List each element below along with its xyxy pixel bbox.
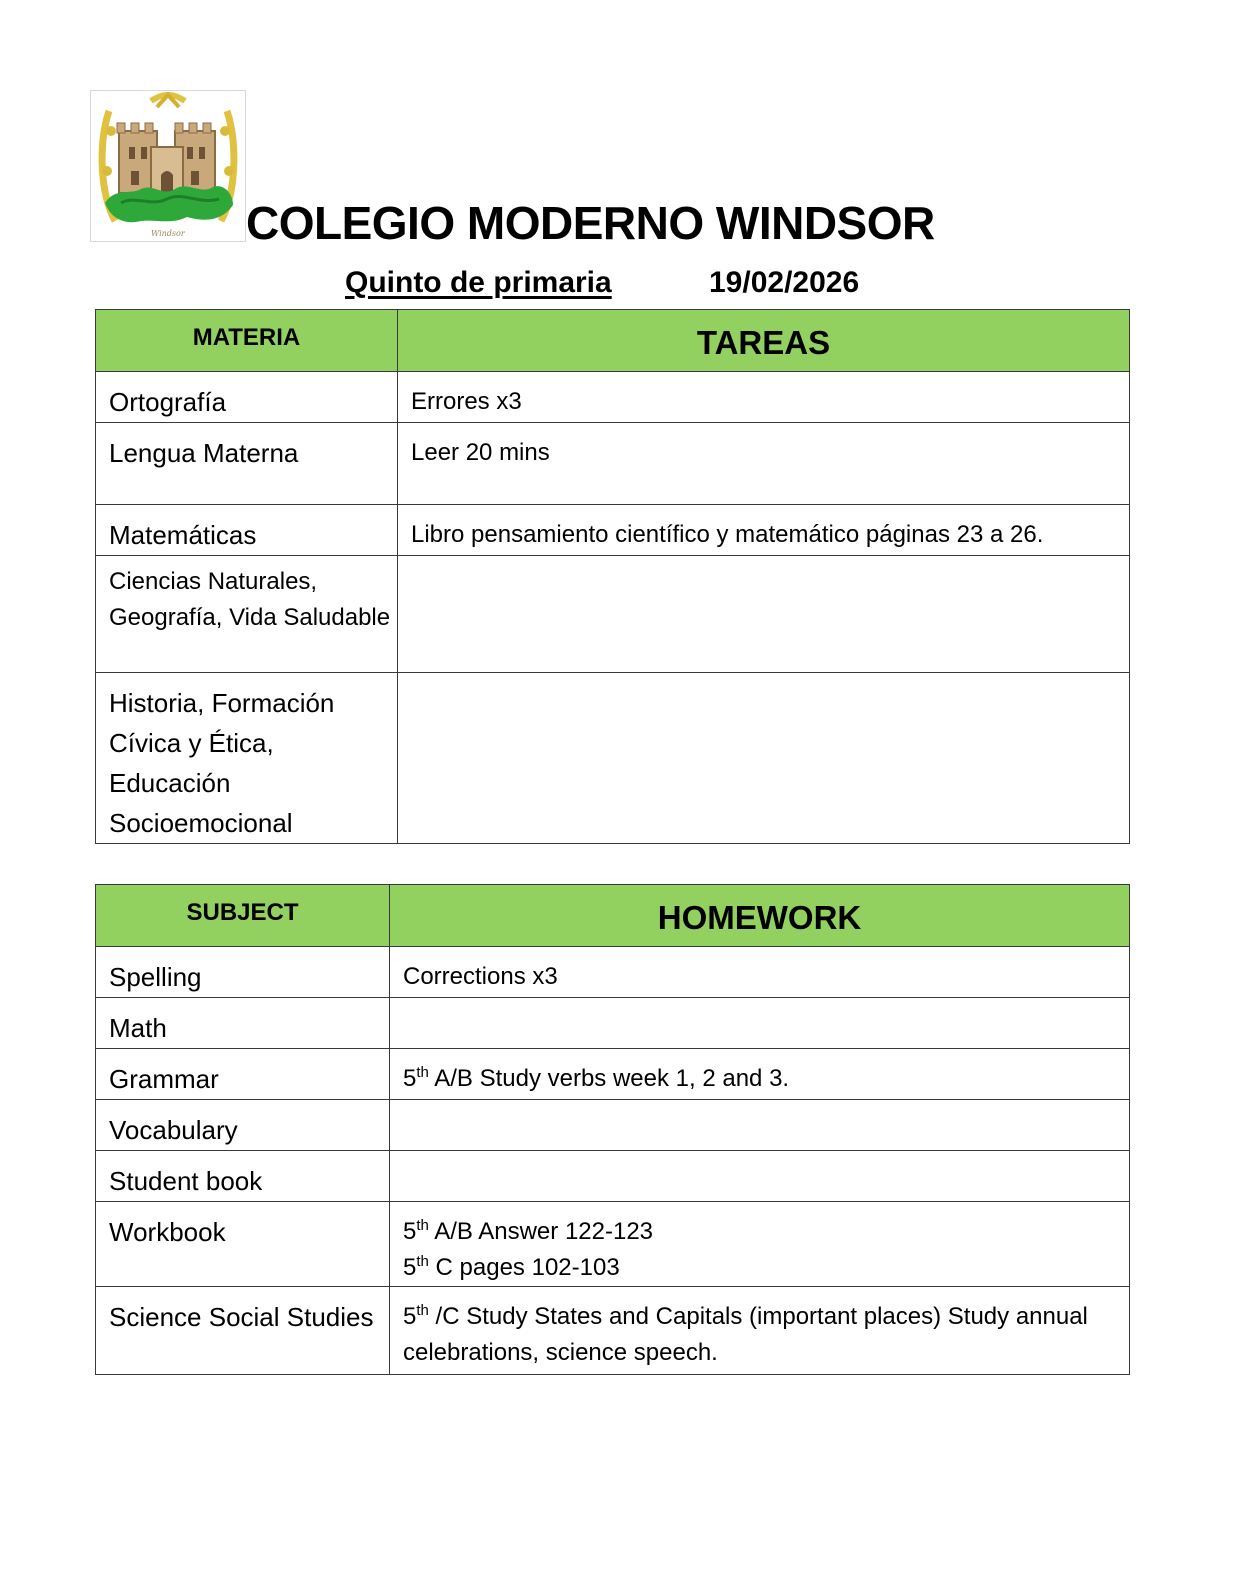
table-header-row [96, 885, 1130, 947]
task-cell [398, 673, 1130, 844]
date-label: 19/02/2026 [709, 266, 860, 299]
ordinal-suffix: th [416, 1064, 429, 1081]
task-line [403, 1250, 1129, 1286]
task-cell [398, 556, 1130, 673]
table-row [96, 372, 1130, 423]
task-cell [390, 998, 1130, 1049]
subject-cell: Workbook [96, 1202, 390, 1287]
table-row [96, 1100, 1130, 1151]
subject-cell: Grammar [96, 1049, 390, 1100]
task-cell: Errores x3 [398, 372, 1130, 423]
task-line [403, 1214, 1129, 1250]
ordinal-suffix: th [416, 1217, 429, 1234]
task-cell [390, 1202, 1130, 1287]
subject-cell: Vocabulary [96, 1100, 390, 1151]
table-row [96, 1202, 1130, 1287]
task-cell: Leer 20 mins [398, 423, 1130, 505]
tareas-table [95, 309, 1130, 844]
task-cell [390, 1151, 1130, 1202]
task-cell: Corrections x3 [390, 947, 1130, 998]
col-header-subject: SUBJECT [96, 885, 390, 947]
table-row [96, 1151, 1130, 1202]
table-row [96, 673, 1130, 844]
subject-cell: Historia, Formación Cívica y Ética, Educación Socioemocional [96, 673, 398, 844]
table-row [96, 505, 1130, 556]
task-cell: Libro pensamiento científico y matemático páginas 23 a 26. [398, 505, 1130, 556]
grade-number: 5 [403, 1303, 417, 1330]
subject-cell: Ortografía [96, 372, 398, 423]
col-header-materia: MATERIA [96, 310, 398, 372]
castle-crest-icon [91, 91, 245, 241]
subject-cell: Spelling [96, 947, 390, 998]
table-row [96, 1287, 1130, 1375]
grade-label: Quinto de primaria [345, 266, 612, 299]
col-header-tareas: TAREAS [398, 310, 1130, 372]
school-title: COLEGIO MODERNO WINDSOR [246, 197, 935, 249]
subject-cell: Matemáticas [96, 505, 398, 556]
ordinal-suffix: th [416, 1302, 429, 1319]
table-row [96, 1049, 1130, 1100]
subject-cell: Science Social Studies [96, 1287, 390, 1375]
grade-number: 5 [403, 1218, 417, 1245]
task-cell [390, 1049, 1130, 1100]
table-row [96, 556, 1130, 673]
task-text: C pages 102-103 [428, 1254, 620, 1281]
task-text: /C Study States and Capitals (important places) Study annual celebrations, science speech. [403, 1303, 1088, 1366]
subject-cell: Lengua Materna [96, 423, 398, 505]
homework-table [95, 884, 1130, 1375]
subject-cell: Ciencias Naturales, Geografía, Vida Saludable [96, 556, 398, 673]
table-header-row [96, 310, 1130, 372]
table-row [96, 423, 1130, 505]
svg-text:Windsor: Windsor [151, 229, 185, 238]
grade-number: 5 [403, 1065, 417, 1092]
task-text: A/B Study verbs week 1, 2 and 3. [428, 1065, 790, 1092]
task-text: A/B Answer 122-123 [428, 1218, 654, 1245]
task-cell [390, 1287, 1130, 1375]
col-header-homework: HOMEWORK [390, 885, 1130, 947]
task-cell [390, 1100, 1130, 1151]
grade-number: 5 [403, 1254, 417, 1281]
subject-cell: Student book [96, 1151, 390, 1202]
subject-cell: Math [96, 998, 390, 1049]
table-row [96, 998, 1130, 1049]
school-logo [90, 90, 246, 242]
ordinal-suffix: th [416, 1253, 429, 1270]
table-row [96, 947, 1130, 998]
